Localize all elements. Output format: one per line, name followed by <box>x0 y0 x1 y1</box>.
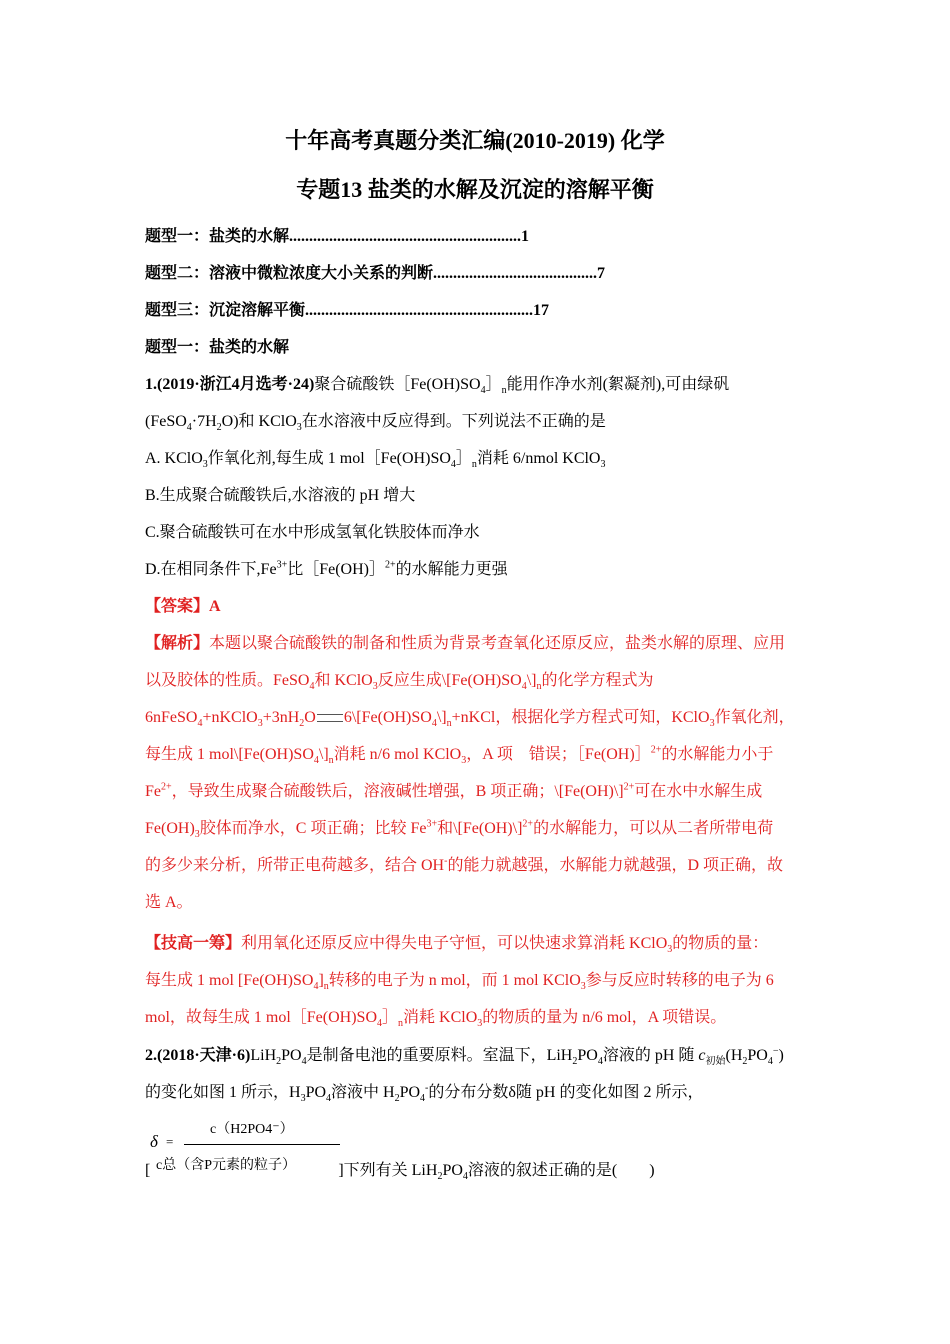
q1-analysis-line3: $6nFeSO_4+nKClO_3+3nH_2O$ $6\backslash[Fe(OH)SO_4\backslash]_n+nKCl$，根据化学方程式可知，KClO$_3$作氧化剂， <box>145 709 795 730</box>
q1-analysis-line8: 选 A。 <box>145 894 193 911</box>
q2-stem-line1: 2.(2018·天津$\cdot 6)LiH_2PO_4$是制备电池的重要原料。室温下，$LiH_2PO_4$溶液的 pH 随 $c_{初始}(H_2PO_4^-)$ <box>145 1045 784 1068</box>
q1-analysis-line5: $Fe^{2+}$，导致生成聚合硫酸铁后，溶液碱性增强，B 项正确；\[Fe(OH)\]$^{2+}$可在水中水解生成 <box>145 781 763 800</box>
toc-label: 题型二：溶液中微粒浓度大小关系的判断 <box>145 265 434 282</box>
q2-stem-line2: 的变化如图 1 所示，$H_3PO_4$溶液中 $H_2PO_4^-$的分布分数δ随 pH 的变化如图 2 所示， <box>145 1082 704 1105</box>
q1-tip-line2: 每生成 1 mol $[Fe(OH)SO_4]_n$转移的电子为 n mol，而 1 mol KClO$_3$参与反应时转移的电子为 6 <box>145 972 774 993</box>
toc-entry-2[interactable] <box>145 263 605 285</box>
toc-dots: .......................................................... <box>289 228 522 245</box>
fraction-numerator: c（H2PO4⁻） <box>210 1122 294 1137</box>
q1-stem-line2: $(FeSO_4\cdot 7H_2O)$和 KClO$_3$在水溶液中反应得到。下列说法不正确的是 <box>145 413 606 434</box>
toc-page: 1 <box>521 228 530 245</box>
section-heading: 题型一：盐类的水解 <box>145 339 290 356</box>
q1-stem-line1: 1.(2019·浙江4月选考·24)聚合硫酸铁$[Fe(OH)SO_4]_n$能用作净水剂(絮凝剂),可由绿矾 <box>145 376 730 397</box>
distribution-fraction-formula: δ = c（H2PO4⁻） c总（含P元素的粒子） <box>148 1112 348 1182</box>
q1-option-b: B.生成聚合硫酸铁后,水溶液的 pH 增大 <box>145 487 416 504</box>
fraction-bar <box>184 1144 340 1145</box>
fraction-denominator: c总（含P元素的粒子） <box>156 1158 296 1173</box>
equation-sign <box>317 714 343 722</box>
q1-option-a: A. KClO$_3$作氧化剂,每生成 1 $mol[Fe(OH)SO_4]_n$消耗 6/nmol KClO$_3$ <box>145 450 606 471</box>
toc-entry-1[interactable] <box>145 226 529 248</box>
q1-option-c: C.聚合硫酸铁可在水中形成氢氧化铁胶体而净水 <box>145 524 480 541</box>
toc-label: 题型一：盐类的水解 <box>145 228 290 245</box>
toc-label: 题型三：沉淀溶解平衡 <box>145 302 306 319</box>
doc-subtitle: 专题13 盐类的水解及沉淀的溶解平衡 <box>296 177 654 202</box>
q1-analysis-line1: 【解析】本题以聚合硫酸铁的制备和性质为背景考查氧化还原反应，盐类水解的原理、应用 <box>145 635 786 652</box>
toc-dots: ......................................... <box>433 265 598 282</box>
q1-answer: 【答案】A <box>145 598 221 615</box>
q1-analysis-line2: 以及胶体的性质。FeSO$_4$和 KClO$_3$反应生成$\backslash[Fe(OH)SO_4\backslash]_n$的化学方程式为 <box>145 672 654 693</box>
q1-analysis-line6: $Fe(OH)_3$胶体而净水，C 项正确；比较 $Fe^{3+}$和\[Fe(OH)\]$^{2+}$的水解能力，可以从二者所带电荷 <box>145 818 774 841</box>
q1-tip-line1: 【技高一筹】利用氧化还原反应中得失电子守恒，可以快速求算消耗 KClO$_3$的物质的量： <box>145 935 769 956</box>
toc-entry-3[interactable] <box>145 300 549 322</box>
toc-dots: ......................................................... <box>305 302 534 319</box>
doc-title: 十年高考真题分类汇编(2010-2019) 化学 <box>285 128 665 153</box>
q1-analysis-line4: 每生成 1 $mol\backslash[Fe(OH)SO_4\backslash]_n$消耗 n/6 mol KClO$_3$，A 项 错误；［Fe(OH)］$^{2+}$的水解能力小于 <box>145 744 774 767</box>
toc-page: 7 <box>597 265 606 282</box>
toc-page: 17 <box>533 302 550 319</box>
q1-tip-line3: mol，故每生成 1 $mol[Fe(OH)SO_4]_n$消耗 KClO$_3$的物质的量为 n/6 mol，A 项错误。 <box>145 1009 727 1030</box>
q1-option-d: D.在相同条件下$,Fe^{3+}$比［Fe(OH)］$^{2+}$的水解能力更强 <box>145 559 508 578</box>
q1-analysis-line7: 的多少来分析，所带正电荷越多，结合 OH-的能力就越强，水解能力就越强，D 项正确，故 <box>145 855 784 874</box>
q2-stem-line3: [ ]下列有关 $LiH_2PO_4$溶液的叙述正确的是( ) <box>145 1162 655 1183</box>
